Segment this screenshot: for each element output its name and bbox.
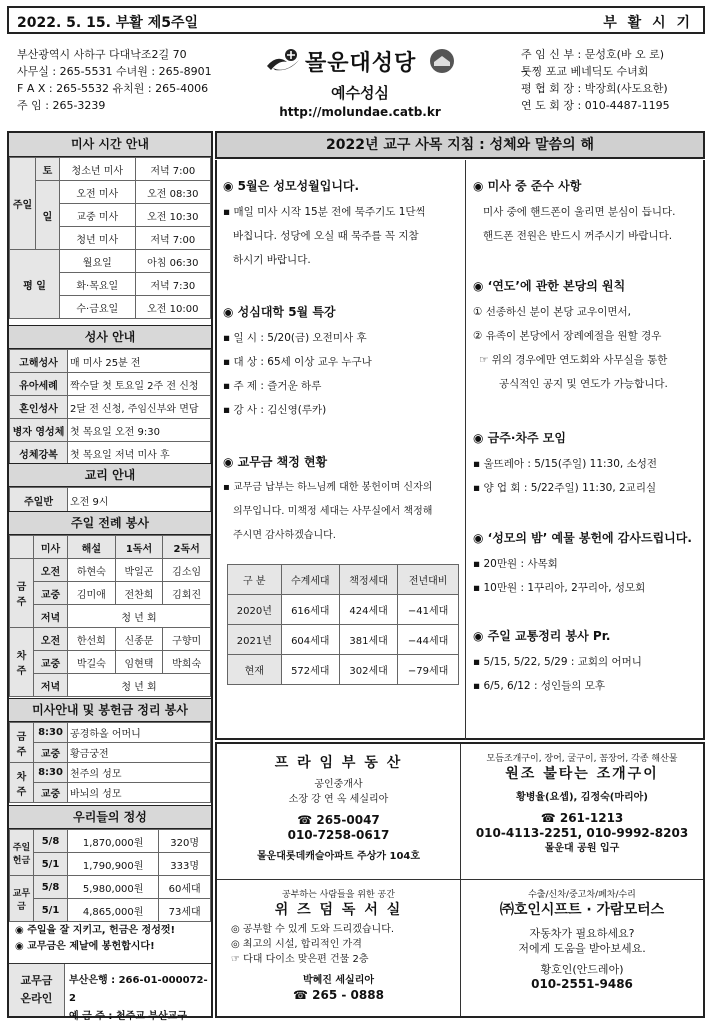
thanks-notice [473,526,692,600]
sacrament-title: 성사 안내 [9,325,211,349]
table-row [228,565,459,595]
minister: 김회진 [163,582,211,605]
liturgical-season: 부 활 시 기 [603,15,693,31]
notice-line: ▪ 20만원 : 사목회 [473,558,558,570]
offering-amount: 1,870,000원 [68,830,159,853]
info-block [7,40,705,126]
table-row [10,651,211,674]
sunday-label: 주일 [10,158,36,250]
ad-line: 황병율(요셉), 김정숙(마리아) [516,792,648,803]
mass-time: 저녁 7:00 [135,158,210,181]
notice-line: 공식적인 공지 및 연도가 가능합니다. [499,378,668,390]
ad-address: 몰운대롯데캐슬아파트 주상가 104호 [256,851,421,862]
notice-line: ② 유족이 본당에서 장례예절을 원할 경우 [473,330,662,342]
notice-line: ▪ 교무금 납부는 하느님께 대한 봉헌이며 신자의 [223,482,433,493]
ad-title: 원조 불타는 조개구이 [505,766,659,782]
council-president: 평 협 회 장 : 박장희(사도요한) [521,82,668,95]
ad-line: ◎ 최고의 시설, 합리적인 가격 [231,939,362,950]
sacrament-info: 짝수달 첫 토요일 2주 전 신청 [68,373,211,396]
mass-slot: 오전 [34,628,68,651]
table-row [10,373,211,396]
catechism-table [9,487,211,513]
ad-phone: ☎ 265-0047 [297,813,380,827]
ad-title: ㈜호인시프트 · 가람모터스 [499,902,665,918]
ad-realestate [217,756,460,864]
mass-slot: 교중 [34,783,68,803]
this-week-label: 금주 [10,723,34,763]
ad-line: 저에게 도움을 받아보세요. [518,942,646,955]
notice-line: ▪ 강 사 : 김신영(루카) [223,404,327,416]
table-row [10,536,211,559]
sacrament-info: 첫 목요일 오전 9:30 [68,419,211,442]
minister: 한선희 [68,628,116,651]
notice-line: 하시기 바랍니다. [233,254,311,266]
offering-count: 73세대 [159,899,211,922]
mass-name: 청소년 미사 [60,158,136,181]
minister: 신종문 [115,628,163,651]
mass-times-table [9,157,211,319]
minister: 전찬희 [115,582,163,605]
table-row [10,488,211,513]
table-row [10,419,211,442]
ad-line: 박혜진 세실리아 [302,975,375,986]
ad-title: 프 라 임 부 동 산 [274,755,403,771]
table-row [10,783,211,803]
table-row [10,250,211,273]
ad-line: 소장 강 연 옥 세실리아 [288,794,389,805]
mass-rules-notice [473,174,675,248]
minister-group: 청 년 회 [68,674,211,697]
sacrament-table [9,349,211,465]
pledge-label: 교무금 [10,876,34,922]
mass-name: 오전 미사 [60,181,136,204]
minister: 구향미 [163,628,211,651]
cell: 424세대 [339,595,397,625]
minister: 김소임 [163,559,211,582]
ad-phone: 010-2551-9486 [531,977,633,991]
table-row [10,674,211,697]
mass-slot: 교중 [34,743,68,763]
col-header: 수계세대 [281,565,339,595]
offering-amount: 5,980,000원 [68,876,159,899]
next-week-label: 차주 [10,628,34,697]
notice-title: ◉ ‘성모의 밤’ 예물 봉헌에 감사드립니다. [473,531,692,545]
ad-phone: 010-4113-2251, 010-9992-8203 [475,826,689,840]
pledge-notice [223,450,432,548]
team-name: 공경하올 어머니 [68,723,211,743]
sacrament-name: 혼인성사 [10,396,68,419]
catechism-title: 교리 안내 [9,463,211,487]
lecture-notice [223,300,372,422]
notice-line: ▪ 10만원 : 1꾸리아, 2꾸리아, 성모회 [473,582,646,594]
mass-time: 아침 06:30 [135,250,210,273]
offering-amount: 4,865,000원 [68,899,159,922]
notice-line: ▪ 대 상 : 65세 이상 교우 누구나 [223,356,372,368]
ad-restaurant [461,752,703,856]
mass-time: 오전 08:30 [135,181,210,204]
notice-line: 바칩니다. 성당에 오실 때 묵주를 꼭 지참 [233,230,419,242]
notice-title: ◉ 성심대학 5월 특강 [223,305,336,319]
notices-area [215,160,705,740]
notice-title: ◉ 미사 중 준수 사항 [473,179,582,193]
offering-title: 우리들의 정성 [9,805,211,829]
corner-cell [10,536,34,559]
cell: 616세대 [281,595,339,625]
parish-patron: 예수성심 [331,84,389,102]
phone-pastor: 주 임 : 265-3239 [17,99,106,112]
offering-count: 333명 [159,853,211,876]
church-name: 몰운대성당 [250,46,470,80]
sacrament-name: 유아세례 [10,373,68,396]
col-header: 2독서 [163,536,211,559]
ad-tagline: 모듬조개구이, 장어, 굴구이, 꼼장어, 각종 해산물 [486,754,678,764]
online-label-line: 교무금 [20,974,53,987]
church-emblem-icon [265,48,301,80]
offering-count: 320명 [159,830,211,853]
col-header: 책정세대 [339,565,397,595]
table-row [10,876,211,899]
notice-line: ▪ 6/5, 6/12 : 성인들의 모후 [473,680,606,692]
ad-address: 몰운대 공원 입구 [544,843,620,854]
mass-time: 오전 10:30 [135,204,210,227]
column-divider [465,160,466,740]
cell: 572세대 [281,655,339,685]
weekday-label: 평 일 [10,250,60,319]
yeondo-president: 연 도 회 장 : 010-4487-1195 [521,99,670,112]
church-logo-block [250,46,470,119]
ad-phone: 010-7258-0617 [287,828,390,842]
header-bar [7,6,705,34]
guide-table [9,722,211,803]
notice-title: ◉ 교무금 책정 현황 [223,455,328,469]
table-row [10,350,211,373]
liturgy-table [9,535,211,697]
table-row [10,559,211,582]
ads-area [215,742,705,1018]
phone-office: 사무실 : 265-5531 수녀원 : 265-8901 [17,65,212,78]
mass-name: 청년 미사 [60,227,136,250]
catechism-time: 오전 9시 [68,488,211,513]
bank-account: 부산은행 : 266-01-000072-2 [69,975,208,1004]
mass-name: 월요일 [60,250,136,273]
mass-name: 교중 미사 [60,204,136,227]
offering-note: ◉ 교무금은 제날에 봉헌합시다! [15,941,155,952]
online-label-line: 온라인 [20,992,53,1005]
offering-date: 5/8 [34,830,68,853]
offering-note: ◉ 주일을 잘 지키고, 헌금은 정성껏! [15,925,176,936]
left-column [7,131,213,1022]
notice-line: 핸드폰 전원은 반드시 꺼주시기 바랍니다. [483,230,673,242]
team-name: 바뇌의 성모 [68,783,211,803]
mass-slot: 교중 [34,582,68,605]
col-header: 해설 [68,536,116,559]
yeondo-notice [473,274,668,396]
table-row [10,743,211,763]
notice-line: ▪ 5/15, 5/22, 5/29 : 교회의 어머니 [473,656,642,668]
may-notice [223,174,426,272]
minister: 박길숙 [68,651,116,674]
ad-line: 자동차가 필요하세요? [529,927,635,940]
mass-time: 오전 10:00 [135,296,210,319]
ad-title: 위 즈 덤 독 서 실 [274,902,403,918]
table-row [10,396,211,419]
table-row [228,655,459,685]
offering-date: 5/1 [34,899,68,922]
phone-fax: F A X : 265-5532 유치원 : 265-4006 [17,82,209,95]
minister: 하현숙 [68,559,116,582]
cell: −44세대 [398,625,459,655]
issue-date: 2022. 5. 15. 부활 제5주일 [17,15,199,31]
pastor: 주 임 신 부 : 문성호(바 오 로) [521,48,665,61]
cell: 302세대 [339,655,397,685]
offering-date: 5/1 [34,853,68,876]
sunday-day-label: 일 [36,181,60,250]
ad-phone: ☎ 261-1213 [540,811,624,825]
minister: 박일곤 [115,559,163,582]
row-label: 현재 [228,655,282,685]
mass-name: 화·목요일 [60,273,136,296]
offering-amount: 1,790,900원 [68,853,159,876]
col-header: 1독서 [115,536,163,559]
online-account [69,972,211,1026]
mass-slot: 교중 [34,651,68,674]
notice-title: ◉ ‘연도’에 관한 본당의 원칙 [473,279,626,293]
liturgy-title: 주일 전례 봉사 [9,511,211,535]
cell: −41세대 [398,595,459,625]
notice-title: ◉ 5월은 성모성월입니다. [223,179,360,193]
guide-title: 미사안내 및 봉헌금 정리 봉사 [9,698,211,722]
mass-slot: 8:30 [34,723,68,743]
next-week-label: 차주 [10,763,34,803]
ad-line: ☞ 다대 다이소 맞은편 건물 2층 [231,954,369,965]
staff-info [521,46,693,114]
sacrament-name: 성체강복 [10,442,68,465]
notice-line: ▪ 울뜨레아 : 5/15(주일) 11:30, 소성전 [473,458,657,470]
notice-title: ◉ 주일 교통정리 봉사 Pr. [473,629,611,643]
notice-line: 미사 중에 핸드폰이 울리면 분심이 듭니다. [483,206,676,218]
address: 부산광역시 사하구 다대낙조2길 70 [17,48,187,61]
sunday-collection-label: 주일 헌금 [10,830,34,876]
mass-time: 저녁 7:00 [135,227,210,250]
table-row [10,181,211,204]
account-holder: 예 금 주 : 천주교 부산교구 [69,1011,188,1022]
ad-line: 황호인(안드레아) [540,963,624,976]
notice-line: ① 선종하신 분이 본당 교우이면서, [473,306,631,318]
sacrament-info: 매 미사 25분 전 [68,350,211,373]
col-header: 구 분 [228,565,282,595]
cell: 604세대 [281,625,339,655]
mass-slot: 저녁 [34,674,68,697]
main-title: 2022년 교구 사목 지침 : 성체와 말씀의 해 [215,131,705,159]
table-row [10,830,211,853]
mass-slot: 오전 [34,559,68,582]
mass-slot: 8:30 [34,763,68,783]
minister-group: 청 년 회 [68,605,211,628]
ad-studyroom [217,888,460,1003]
table-row [10,158,211,181]
table-row [228,595,459,625]
notice-line: ▪ 일 시 : 5/20(금) 오전미사 후 [223,332,367,344]
offering-table [9,829,211,922]
notice-line: 주시면 감사하겠습니다. [233,530,336,541]
notice-line: 의무입니다. 미책정 세대는 사무실에서 책정해 [233,506,433,517]
ad-line: 공인중개사 [314,779,363,790]
mass-time: 저녁 7:30 [135,273,210,296]
col-header: 전년대비 [398,565,459,595]
catechism-class: 주일반 [10,488,68,513]
mass-times-title: 미사 시간 안내 [9,133,211,157]
table-row [10,853,211,876]
sacrament-info: 첫 목요일 저녁 미사 후 [68,442,211,465]
notice-line: ▪ 주 제 : 즐거운 하루 [223,380,322,392]
this-week-label: 금주 [10,559,34,628]
ad-tagline: 공부하는 사람들을 위한 공간 [282,890,395,900]
church-building-icon [429,48,455,80]
meetings-notice [473,426,657,500]
sacrament-name: 병자 영성체 [10,419,68,442]
pledge-table [227,564,459,685]
notice-line: ▪ 매일 미사 시작 15분 전에 묵주기도 1단씩 [223,206,426,218]
parish-url[interactable]: http://molundae.catb.kr [279,105,441,119]
table-row [10,605,211,628]
ad-phone: ☎ 265 - 0888 [293,988,384,1002]
sacrament-info: 2달 전 신청, 주임신부와 면담 [68,396,211,419]
table-row [10,628,211,651]
minister: 임현택 [115,651,163,674]
team-name: 천주의 성모 [68,763,211,783]
ad-tagline: 수출/신차/중고차/폐차/수리 [528,890,636,900]
notice-line: ▪ 양 업 회 : 5/22주일) 11:30, 2교리실 [473,482,657,494]
table-row [10,899,211,922]
traffic-notice [473,624,642,698]
table-row [10,763,211,783]
sisters: 툿찡 포교 베네딕도 수녀회 [521,65,649,78]
table-row [228,625,459,655]
saturday-label: 토 [36,158,60,181]
ad-motors [461,888,703,992]
row-label: 2020년 [228,595,282,625]
minister: 김미애 [68,582,116,605]
sacrament-name: 고해성사 [10,350,68,373]
notice-title: ◉ 금주·차주 모임 [473,431,566,445]
cell: 381세대 [339,625,397,655]
col-header: 미사 [34,536,68,559]
cell: −79세대 [398,655,459,685]
row-label: 2021년 [228,625,282,655]
offering-notes [15,923,175,955]
ad-line: ◎ 공부할 수 있게 도와 드리겠습니다. [231,924,395,935]
online-label [9,964,65,1016]
table-row [10,442,211,465]
mass-name: 수·금요일 [60,296,136,319]
team-name: 황금궁전 [68,743,211,763]
contact-info [17,46,212,114]
mass-slot: 저녁 [34,605,68,628]
offering-count: 60세대 [159,876,211,899]
table-row [10,723,211,743]
notice-line: ☞ 위의 경우에만 연도회와 사무실을 통한 [479,354,668,366]
minister: 박희숙 [163,651,211,674]
table-row [10,582,211,605]
offering-date: 5/8 [34,876,68,899]
